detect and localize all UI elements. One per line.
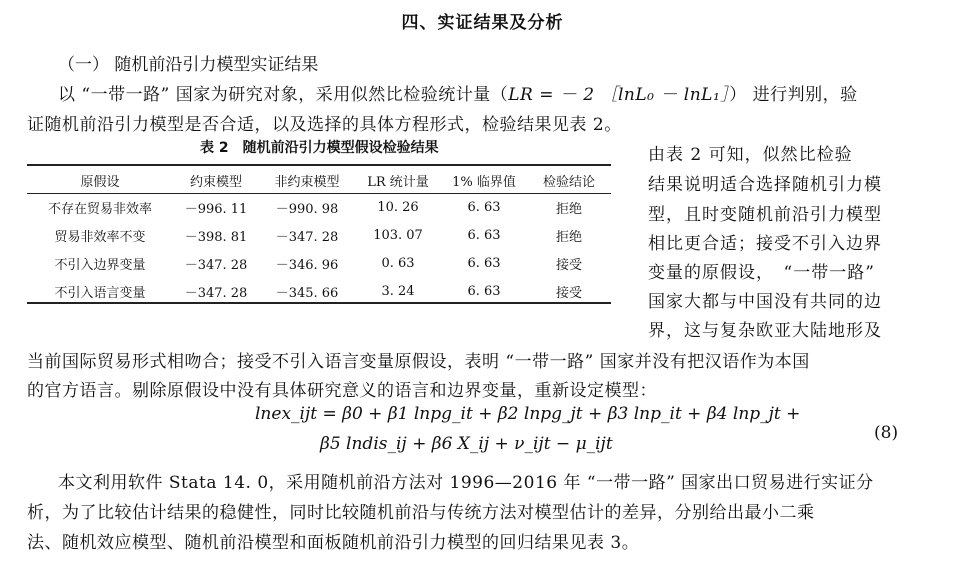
intro-text-a: 以 “一带一路” 国家为研究对象，采用似然比检验统计量（ xyxy=(58,85,509,105)
paragraph-3-line: 析，为了比较估计结果的稳健性，同时比较随机前沿与传统方法对模型估计的差异，分别给出最小二乘 xyxy=(27,503,815,523)
subsection-title: （一） 随机前沿引力模型实证结果 xyxy=(58,55,319,75)
cell-restricted: －996. 11 xyxy=(184,201,248,217)
paragraph-2-line: 的官方语言。剔除原假设中没有具体研究意义的语言和边界变量，重新设定模型： xyxy=(27,381,657,401)
table-header-row xyxy=(27,167,611,193)
header-lr: LR 统计量 xyxy=(367,174,429,190)
cell-critical: 6. 63 xyxy=(467,255,501,271)
side-line: 相比更合适；接受不引入边界 xyxy=(648,234,882,254)
side-line: 由表 2 可知，似然比检验 xyxy=(648,145,853,165)
cell-lr: 103. 07 xyxy=(373,227,423,243)
cell-restricted: －347. 28 xyxy=(184,285,248,301)
intro-line-1 xyxy=(58,80,858,105)
cell-restricted: －398. 81 xyxy=(184,229,248,245)
paragraph-2-line: 当前国际贸易形式相吻合；接受不引入语言变量原假设，表明 “一带一路” 国家并没有把汉语作为本国 xyxy=(27,352,810,372)
side-line: 结果说明适合选择随机引力模 xyxy=(648,175,882,195)
table-row xyxy=(27,277,611,305)
intro-text-b: ） 进行判别，验 xyxy=(729,85,858,105)
cell-unrestricted: －345. 66 xyxy=(275,285,339,301)
cell-unrestricted: －990. 98 xyxy=(275,201,339,217)
cell-conclusion: 拒绝 xyxy=(555,201,582,217)
side-line: 变量的原假设， “一带一路” xyxy=(648,263,875,283)
cell-conclusion: 接受 xyxy=(555,257,582,273)
header-conclusion: 检验结论 xyxy=(542,174,595,190)
table-caption: 表 2 随机前沿引力模型假设检验结果 xyxy=(200,140,439,156)
header-unrestricted: 非约束模型 xyxy=(274,174,340,190)
table-row xyxy=(27,221,611,249)
header-hypothesis: 原假设 xyxy=(80,174,120,190)
formula-line-1: lnex_ijt = β0 + β1 lnpg_it + β2 lnpg_jt + β3 lnp_it + β4 lnp_jt + xyxy=(255,404,801,424)
cell-hypothesis: 不引入语言变量 xyxy=(54,285,146,301)
cell-hypothesis: 不存在贸易非效率 xyxy=(47,201,152,217)
cell-restricted: －347. 28 xyxy=(184,257,248,273)
hypothesis-test-table xyxy=(27,167,611,305)
header-critical: 1% 临界值 xyxy=(452,174,516,190)
cell-hypothesis: 贸易非效率不变 xyxy=(54,229,146,245)
table-row xyxy=(27,193,611,221)
header-restricted: 约束模型 xyxy=(189,174,242,190)
formula-line-2: β5 lndis_ij + β6 X_ij + ν_ijt − μ_ijt xyxy=(320,434,613,454)
side-line: 界，这与复杂欧亚大陆地形及 xyxy=(648,321,882,341)
section-title: 四、实证结果及分析 xyxy=(401,13,564,33)
cell-critical: 6. 63 xyxy=(467,199,501,215)
cell-lr: 3. 24 xyxy=(381,283,415,299)
equation-number: (8) xyxy=(874,423,899,443)
cell-unrestricted: －347. 28 xyxy=(275,229,339,245)
cell-hypothesis: 不引入边界变量 xyxy=(54,257,146,273)
paragraph-3-line: 本文利用软件 Stata 14. 0，采用随机前沿方法对 1996—2016 年 “一带一路” 国家出口贸易进行实证分 xyxy=(58,473,874,493)
intro-line-2: 证随机前沿引力模型是否合适，以及选择的具体方程形式，检验结果见表 2。 xyxy=(27,115,622,135)
cell-critical: 6. 63 xyxy=(467,227,501,243)
side-line: 国家大都与中国没有共同的边 xyxy=(648,292,882,312)
side-line: 型，且时变随机前沿引力模型 xyxy=(648,205,882,225)
table-row xyxy=(27,249,611,277)
cell-unrestricted: －346. 96 xyxy=(275,257,339,273)
cell-lr: 10. 26 xyxy=(377,199,419,215)
table-top-rule xyxy=(27,164,611,166)
paragraph-3-line: 法、随机效应模型、随机前沿模型和面板随机前沿引力模型的回归结果见表 3。 xyxy=(27,533,640,553)
cell-lr: 0. 63 xyxy=(381,255,415,271)
cell-conclusion: 拒绝 xyxy=(555,229,582,245)
lr-formula: LR = － 2 ［lnL₀ － lnL₁］ xyxy=(508,85,730,105)
cell-conclusion: 接受 xyxy=(555,285,582,301)
cell-critical: 6. 63 xyxy=(467,283,501,299)
